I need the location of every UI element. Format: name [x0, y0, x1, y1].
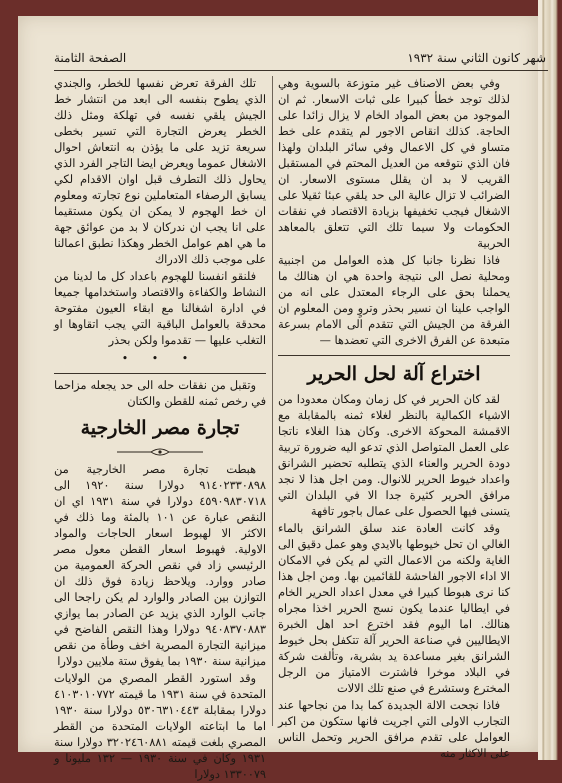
paragraph: تلك الفرقة تعرض نفسها للخطر، والجندي الذي يطوح بنفسه الى ابعد من انتشار خط الجيش يلقي نفسه في تهلكة ومثل ذلك الخطر يعرض التجارة التي تسير بخطى سريعة تزيد على ما يؤذن به انتعاش احوال الاشغال عموما ويعرض ايضا التاجر الفرد الذي يحاول ذلك التطرف قبل اوان الاقدام لكي يسابق الرصفاء المتعاملين نوع تجارته ومعلوم ان خط الهجوم لا يمكن ان يكون مستقيما على انا يجب ان ندركان لا بد من عوائق جهة ما هي اهم عوامل الخطر وهكذا نطبق اعمالنا على موجب ذلك الادراك: [54, 77, 266, 266]
paragraph: هبطت تجارة مصر الخارجية من ٩١٤٠٢٣٣٠٨٩٨ دولارا سنة ١٩٢٠ الى ٤٥٩٠٩٨٣٠٧١٨ دولارا في سنة ١٩٣١ اي ان النقص عبارة عن ١٠١ بالمئة وما ذلك في الاكثر الا لهبوط اسعار الحاجات والمواد الاولية. فهبوط اسعار القطن معول مصر الرئيسي زاد في نقص الحركة العمومية من صادر ووارد. ويلاحظ زيادة فوق ذلك ان التوازن بين الصادر والوارد لم يكن راجحا الى جانب الوارد الذي يزيد عن الصادر بما يوازي ٩٤٠٨٣٧٠٨٨٣ دولارا وهذا النقص الفاضح في ميزانية التجارة المصرية اخف وطأة من نقص ميزانية سنة ١٩٣٠ بما يفوق ستة ملايين دولارا: [54, 463, 266, 668]
issue-date-header: شهر كانون الثاني سنة ١٩٣٢: [407, 51, 546, 65]
page-number-header: الصفحة الثامنة: [54, 51, 127, 65]
paragraph: وقد كانت العادة عند سلق الشرانق بالماء الغالي ان تحل خيوطها بالايدي وهو عمل دقيق الى الغاية ولكنه من الاعمال التي لم يكن في الامكان الا اداء الاجور الفاحشة للقائمين بها. ومن اجل هذا كنا نرى هبوطا كبيرا في معدل اعداد الحرير الخام في ايطاليا عندما يكون نسج الحرير اخذا مجراه هنالك. اما اليوم فقد اخترع احد اهل الخبرة الايطاليين في صناعة الحرير آلة تتكفل بحل خيوط الشرانق بغير مساعدة يد بشرية، وتألفت شركة في البلاد موخرا فاشترت الامتياز من الرجل المخترع وستشرع في صنع تلك الالات: [278, 522, 510, 695]
article-title-silk-machine: اختراع آلة لحل الحرير: [307, 363, 481, 385]
paragraph: لقد كان الحرير في كل زمان ومكان معدودا من الاشياء الكمالية بالنظر لغلاء ثمنه بالمقابلة مع الاقمشة المحوكة الاخرى. وكان هذا الغلاء ناتجا على العمل المتواصل الذي تدعو اليه ضرورة تربية دودة الحرير والعناء الذي يتطلبه تحضير الشرانق واعداد خيوط الحرير للانوال. ومن اجل هذا لا نجد مرافق الحرير كثيرة جدا الا في البلدان التي يتسنى فيها الحصول على عمال باجور تافهة: [278, 393, 510, 518]
ornament-divider: [54, 446, 266, 458]
paragraph: فاذا نظرنا جانبا كل هذه العوامل من اجنبية ومحلية نصل الى نتيجة واحدة هي ان هنالك ما يحملنا بحق على الرجاء المعتدل على انه من الواجب علينا ان نسير بحذر وتروٍ ومن المعلوم ان الفرقة من الجيش التي تتقدم الى الامام بسرعة متبعدة عن الفرق الاخرى التي تعضدها —: [278, 254, 510, 347]
column-divider: [272, 76, 273, 726]
section-rule: [278, 355, 510, 356]
left-column: [54, 76, 267, 781]
paragraph: فاذا نجحت الالة الجديدة كما بدا من نجاحها عند التجارب الاولى التي اجريت فانها ستكون من اكبر العوامل على تقدم مرافق الحرير وتحمل الناس على الاكثار منه: [278, 699, 510, 760]
paragraph: فلنقو انفسنا للهجوم باعداد كل ما لدينا من النشاط والكفاءة والاقتصاد واستخدامها جميعا في ادارة اشغالنا مع ابقاء العيون مفتوحة محدقة بالعوامل الباقية التي يجب اتقاوها او التغلب عليها — تقدموا ولكن بحذر: [54, 270, 266, 347]
section-stars: • • •: [121, 352, 199, 365]
right-column: [278, 76, 510, 760]
paragraph: وتقبل من نفقات حله الى حد يجعله مزاحما في رخص ثمنه للقطن والكتان: [54, 379, 266, 408]
article-title-egypt-trade: تجارة مصر الخارجية: [80, 417, 240, 439]
paragraph: وفي بعض الاصناف غير متوزعة بالسوية وهي لذلك توجد خطأ كبيرا على ثبات الاسعار. ثم ان الموجود من بعض المواد الخام لا يزال زائدا على الحاجة. كذلك انقاص الاجور لم يتقدم على خط متساو في كل الاعمال وفي سائر البلدان ولهذا فان الذي نتوقعه من العديل المحتم في المستقبل القريب لا بد ان يقلل مستوى الاسعار. ان الضرائب لا تزال عالية الى حد يلقي عبئا ثقيلا على الاشغال فيجب تخفيفها بزيادة الاقتصاد في نفقات الحكومات ولا سيما تلك التي تتعلق بالمعاهد الحربية: [278, 77, 510, 250]
paragraph: وقد استورد القطر المصري من الولايات المتحدة في سنة ١٩٣١ ما قيمته ٤١٠٣٠١٠٧٧٢ دولارا بمقابلة ٥٣٠٦٣١٠٤٤٣ دولارا سنة ١٩٣٠ اما ما ابتاعته الولايات المتحدة من القطر المصري بلغت قيمته ٣٢٠٢٤٦٠٨٨١ دولارا سنة ١٩٣١ وكان في سنة ١٩٣٠ — ١٣٢ مليونا و ١٣٣٠٠٧٩ دولارا: [54, 672, 267, 781]
section-rule: [54, 373, 266, 374]
header-rule: [54, 70, 548, 71]
book-spine: [538, 0, 562, 760]
